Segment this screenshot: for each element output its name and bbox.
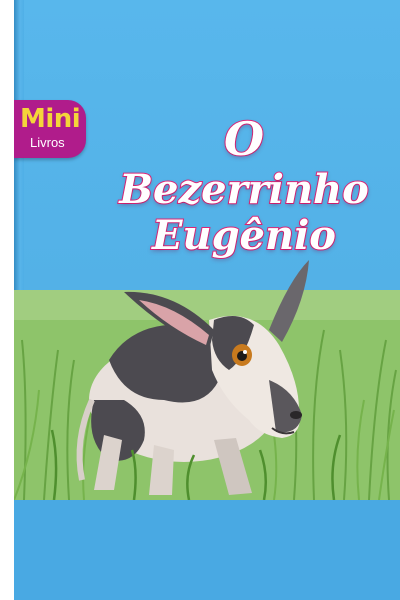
title-line-1: O xyxy=(223,112,265,166)
book-cover xyxy=(14,0,400,600)
title-line-2: Bezerrinho xyxy=(119,166,369,214)
badge-livros-text: Livros xyxy=(30,135,65,150)
calf-illustration xyxy=(14,250,400,500)
title-line-3: Eugênio xyxy=(152,212,336,260)
book-title xyxy=(104,112,384,260)
cover-bottom-band xyxy=(14,500,400,600)
badge-mini-text: Mini xyxy=(20,104,81,134)
mini-livros-badge xyxy=(14,100,86,158)
